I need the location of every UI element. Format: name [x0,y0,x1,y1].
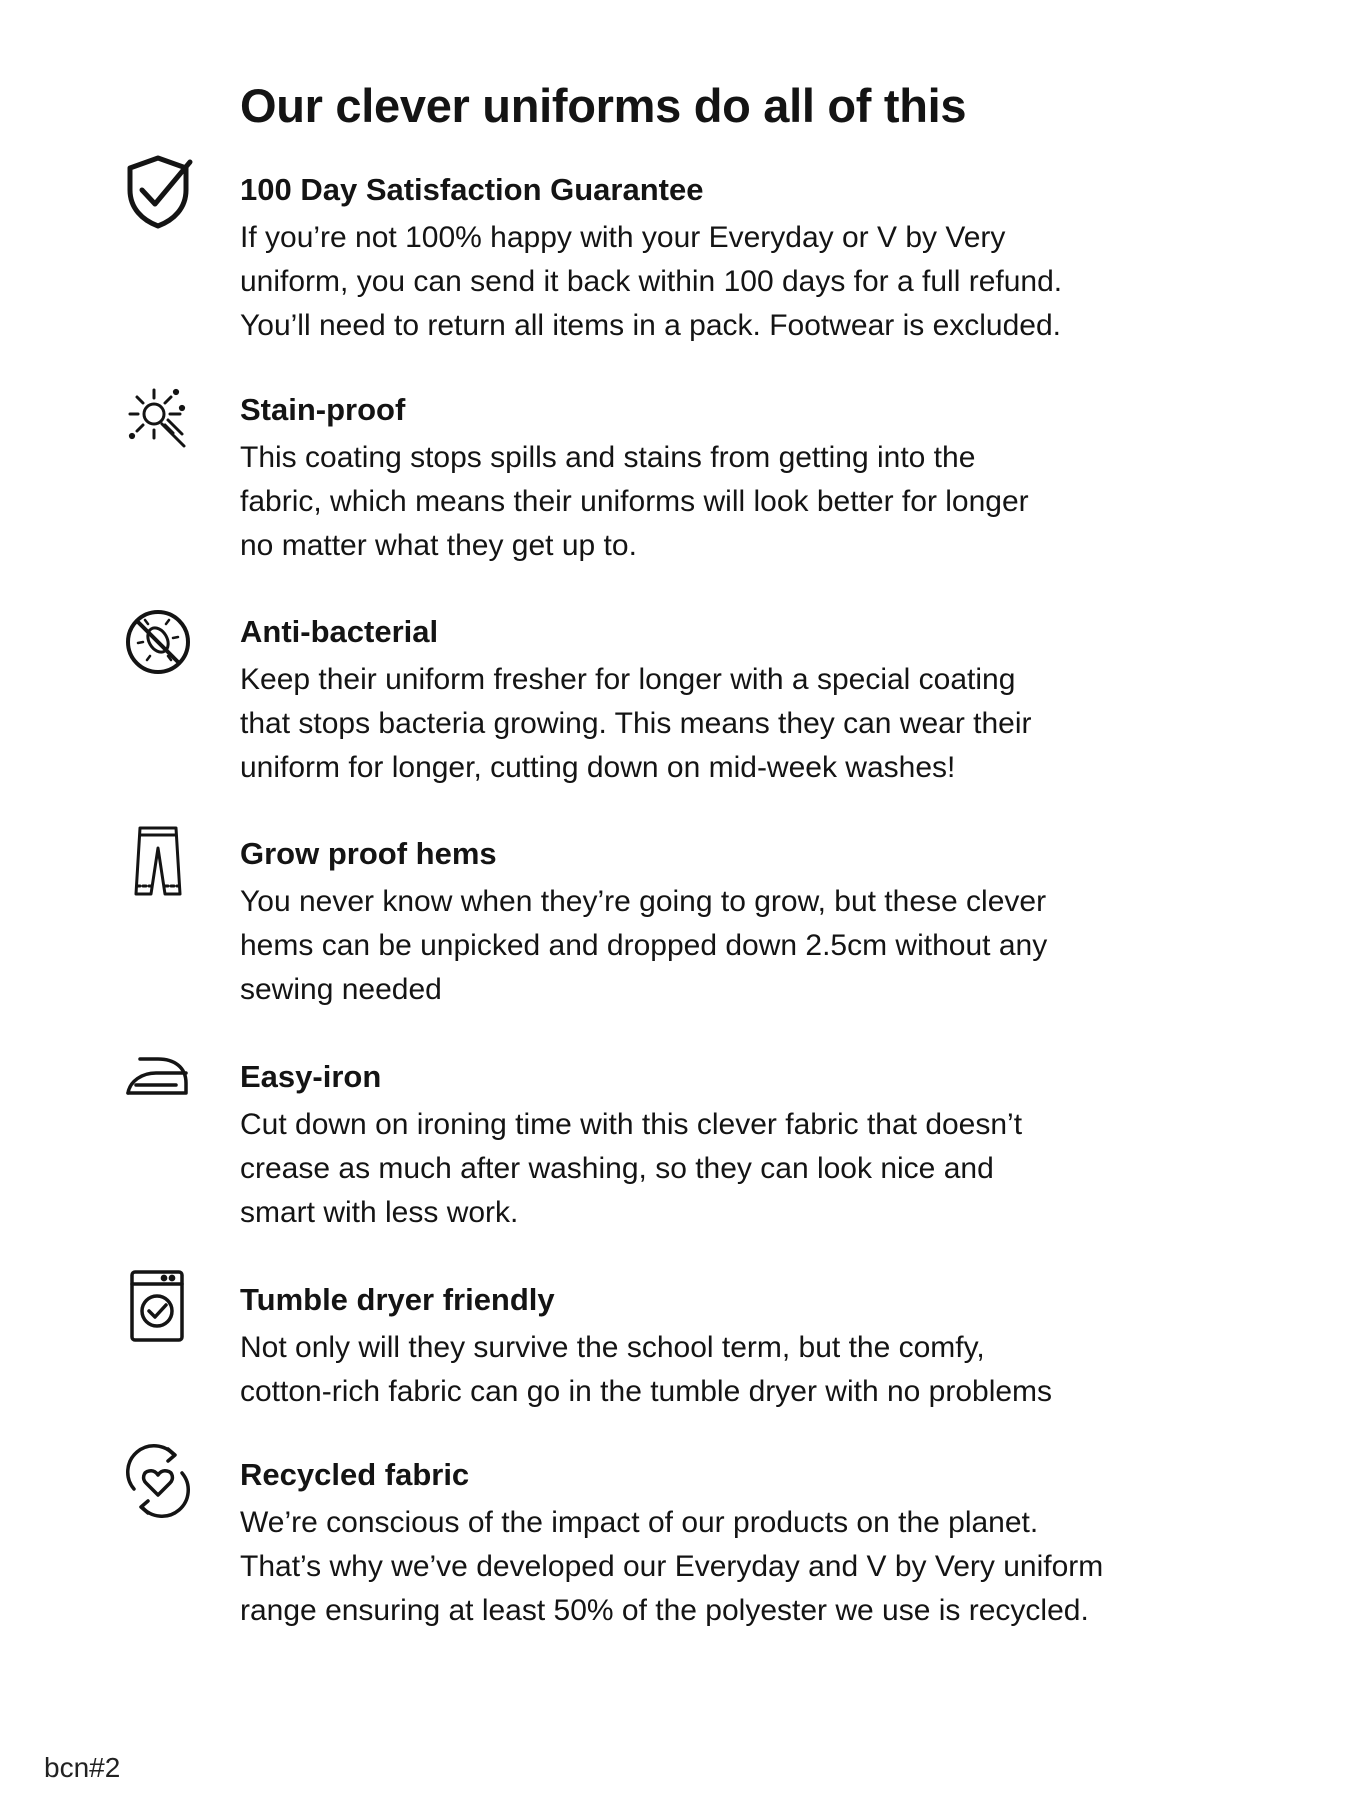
iron-icon [118,1035,198,1115]
feature-heading: 100 Day Satisfaction Guarantee [240,172,704,207]
tumble-dryer-icon [118,1266,198,1346]
feature-description: Cut down on ironing time with this clever fabric that doesn’t crease as much after washing, so they can look nice and smart with less work. [240,1108,1023,1229]
shield-check-icon [118,152,198,232]
feature-heading: Recycled fabric [240,1457,470,1492]
recycle-heart-icon [118,1441,198,1521]
feature-description: Not only will they survive the school term, but the comfy, cotton-rich fabric can go in the tumble dryer with no problems [240,1331,1053,1408]
feature-description: This coating stops spills and stains from getting into the fabric, which means their uniforms will look better for longer no matter what they get up to. [240,441,1029,562]
stain-proof-splash-icon [118,380,198,460]
feature-heading: Easy-iron [240,1059,382,1094]
feature-heading: Grow proof hems [240,836,497,871]
trousers-hem-icon [118,822,198,902]
anti-bacterial-icon [118,602,198,682]
feature-heading: Tumble dryer friendly [240,1282,555,1317]
feature-description: We’re conscious of the impact of our products on the planet. That’s why we’ve developed our Everyday and V by Very uniform range ensuring at least 50% of the polyester we use is recycled. [240,1506,1104,1627]
feature-heading: Stain-proof [240,392,406,427]
feature-description: You never know when they’re going to grow, but these clever hems can be unpicked and dropped down 2.5cm without any sewing needed [240,885,1048,1006]
page-code: bcn#2 [44,1752,121,1783]
page-title: Our clever uniforms do all of this [240,79,967,132]
feature-description: Keep their uniform fresher for longer with a special coating that stops bacteria growing. This means they can wear their uniform for longer, cutting down on mid-week washes! [240,663,1032,784]
feature-heading: Anti-bacterial [240,614,439,649]
feature-description: If you’re not 100% happy with your Everyday or V by Very uniform, you can send it back within 100 days for a full refund. You’ll need to return all items in a pack. Footwear is excluded. [240,221,1063,342]
